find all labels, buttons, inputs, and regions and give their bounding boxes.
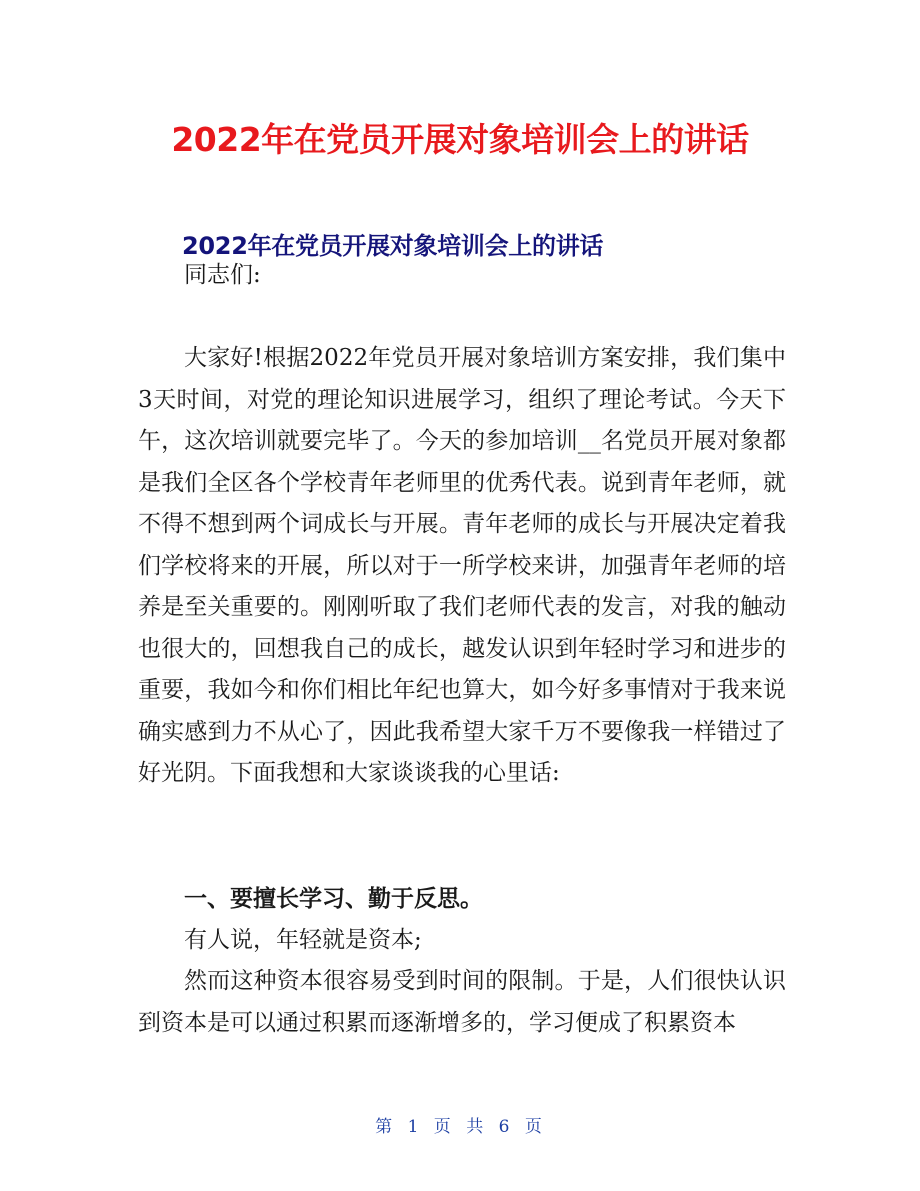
footer-label-page: 第 bbox=[375, 1117, 396, 1137]
paragraph-2: 有人说，年轻就是资本; bbox=[184, 927, 422, 953]
document-subtitle: 2022年在党员开展对象培训会上的讲话 bbox=[182, 232, 604, 260]
footer-label-page-unit: 页 bbox=[433, 1117, 454, 1137]
greeting-text: 同志们: bbox=[184, 262, 261, 288]
footer-label-total: 共 bbox=[466, 1117, 487, 1137]
section-heading-1: 一、要擅长学习、勤于反思。 bbox=[184, 885, 483, 912]
footer-current-page: 1 bbox=[407, 1117, 422, 1137]
footer-total-pages: 6 bbox=[498, 1117, 513, 1137]
paragraph-3: 然而这种资本很容易受到时间的限制。于是，人们很快认识到资本是可以通过积累而逐渐增多的，学习便成了积累资本 bbox=[138, 968, 786, 1036]
footer-label-total-unit: 页 bbox=[524, 1117, 545, 1137]
paragraph-1: 大家好!根据2022年党员开展对象培训方案安排，我们集中3天时间，对党的理论知识进展学习，组织了理论考试。今天下午，这次培训就要完毕了。今天的参加培训__名党员开展对象都是我们全区各个学校青年老师里的优秀代表。说到青年老师，就不得不想到两个词成长与开展。青年老师的成长与开展决定着我们学校将来的开展，所以对于一所学校来讲，加强青年老师的培养是至关重要的。刚刚听取了我们老师代表的发言，对我的触动也很大的，回想我自己的成长，越发认识到年轻时学习和进步的重要，我如今和你们相比年纪也算大，如今好多事情对于我来说确实感到力不从心了，因此我希望大家千万不要像我一样错过了好光阴。下面我想和大家谈谈我的心里话: bbox=[138, 345, 786, 786]
document-title: 2022年在党员开展对象培训会上的讲话 bbox=[171, 120, 749, 159]
page-footer bbox=[0, 1112, 920, 1137]
